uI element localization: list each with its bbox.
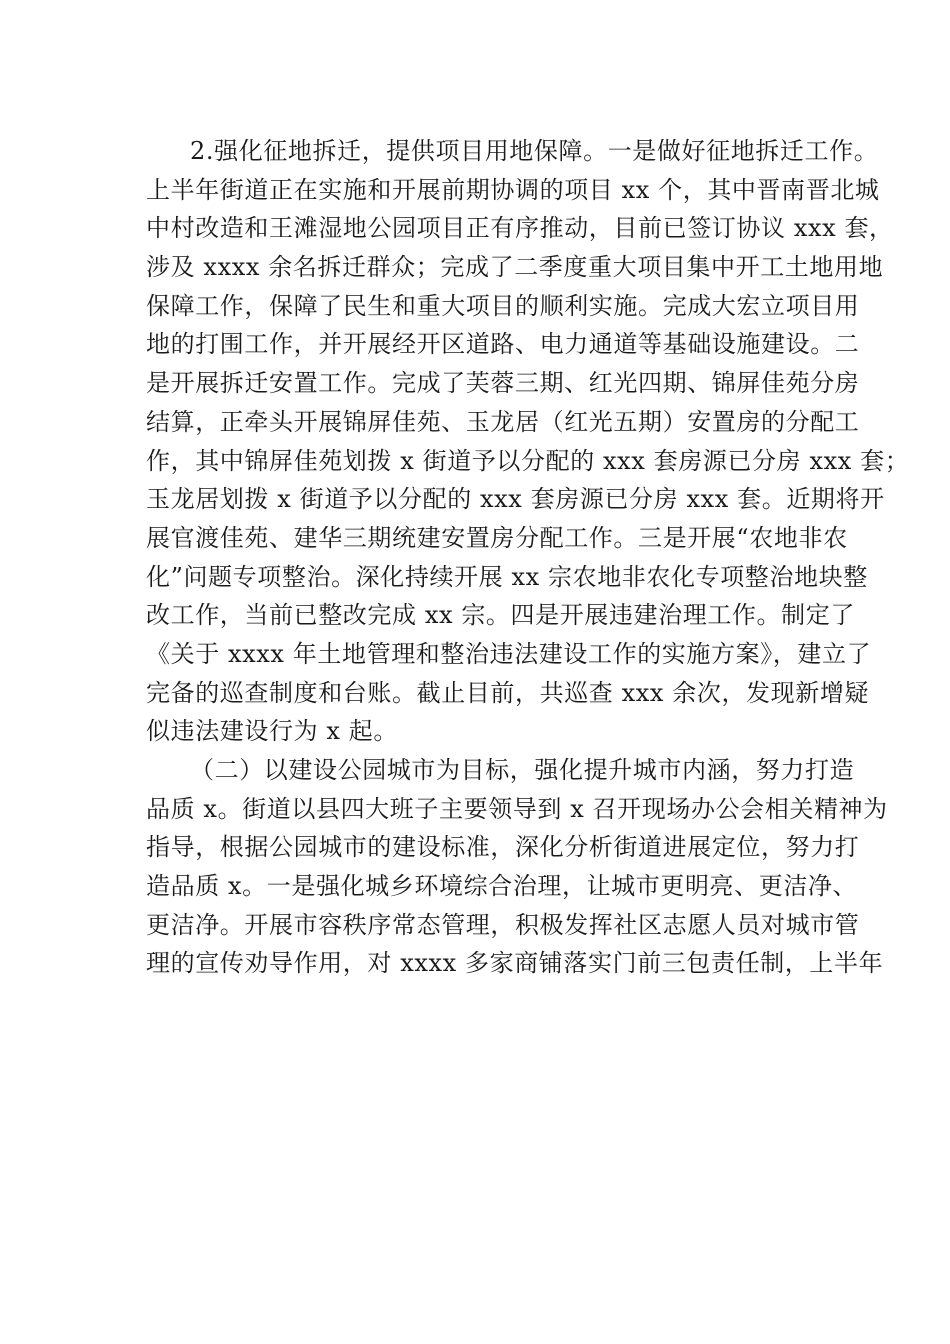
text-line: 是开展拆迁安置工作。完成了芙蓉三期、红光四期、锦屏佳苑分房 xyxy=(146,369,860,398)
text-line: 指导，根据公园城市的建设标准，深化分析街道进展定位，努力打 xyxy=(146,833,860,862)
text-line: 地的打围工作，并开展经开区道路、电力通道等基础设施建设。二 xyxy=(146,330,860,359)
text-line: 展官渡佳苑、建华三期统建安置房分配工作。三是开展“农地非农 xyxy=(146,523,848,552)
text-line: 化”问题专项整治。深化持续开展 xx 宗农地非农化专项整治地块整 xyxy=(146,562,868,591)
text-line: 中村改造和王滩湿地公园项目正有序推动，目前已签订协议 xxx 套， xyxy=(146,214,894,243)
text-line: 玉龙居划拨 x 街道予以分配的 xxx 套房源已分房 xxx 套。近期将开 xyxy=(146,485,885,514)
text-line: 完备的巡查制度和台账。截止目前，共巡查 xxx 余次，发现新增疑 xyxy=(146,678,870,707)
text-line: 2.强化征地拆迁，提供项目用地保障。一是做好征地拆迁工作。 xyxy=(190,137,879,165)
text-line: 《关于 xxxx 年土地管理和整治违法建设工作的实施方案》，建立了 xyxy=(146,639,872,668)
text-line: 更洁净。开展市容秩序常态管理，积极发挥社区志愿人员对城市管 xyxy=(146,910,860,939)
text-line: 改工作，当前已整改完成 xx 宗。四是开展违建治理工作。制定了 xyxy=(146,601,855,630)
text-line: （二）以建设公园城市为目标，强化提升城市内涵，努力打造 xyxy=(190,756,855,784)
text-line: 作，其中锦屏佳苑划拨 x 街道予以分配的 xxx 套房源已分房 xxx 套； xyxy=(146,446,910,475)
text-line: 涉及 xxxx 余名拆迁群众；完成了二季度重大项目集中开工土地用地 xyxy=(146,253,884,282)
text-line: 造品质 x。一是强化城乡环境综合治理，让城市更明亮、更洁净、 xyxy=(146,872,858,901)
text-line: 品质 x。街道以县四大班子主要领导到 x 召开现场办公会相关精神为 xyxy=(146,794,888,823)
text-line: 似违法建设行为 x 起。 xyxy=(146,717,398,746)
document-body xyxy=(146,132,910,983)
text-line: 保障工作，保障了民生和重大项目的顺利实施。完成大宏立项目用 xyxy=(146,291,860,320)
paragraph-park-city xyxy=(146,751,888,983)
text-line: 上半年街道正在实施和开展前期协调的项目 xx 个，其中晋南晋北城 xyxy=(146,175,880,204)
text-line: 理的宣传劝导作用，对 xxxx 多家商铺落实门前三包责任制，上半年 xyxy=(146,949,884,978)
paragraph-land-acquisition xyxy=(146,132,910,751)
text-line: 结算，正牵头开展锦屏佳苑、玉龙居（红光五期）安置房的分配工 xyxy=(146,407,860,436)
